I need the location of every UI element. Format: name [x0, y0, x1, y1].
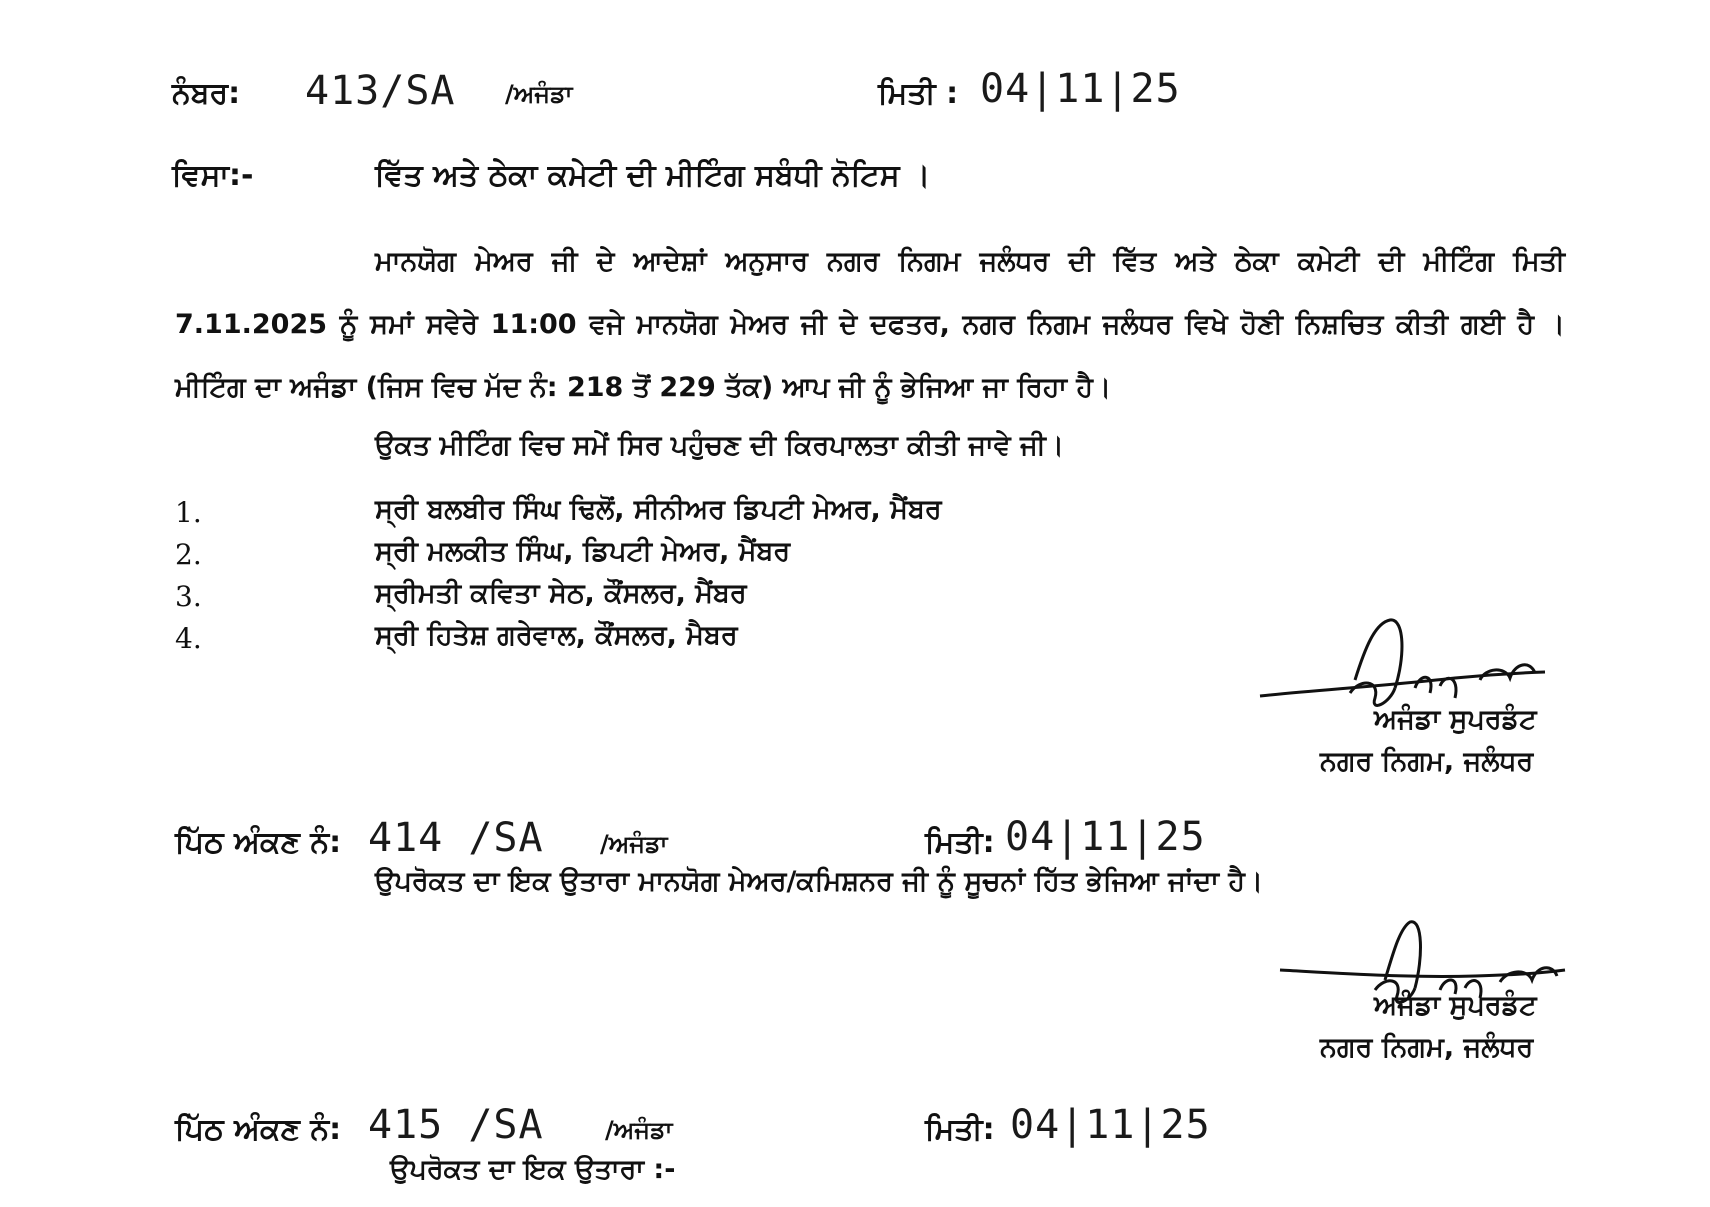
endorsement-date-label: ਮਿਤੀ:: [925, 1112, 995, 1147]
number-value-handwritten: 413/SA: [305, 68, 456, 114]
body-paragraph: [175, 230, 1565, 419]
endorsement-suffix: /ਅਜੰਡਾ: [600, 830, 668, 858]
subject-label: ਵਿਸਾ:-: [172, 158, 254, 193]
endorsement-suffix: /ਅਜੰਡਾ: [605, 1116, 673, 1144]
number-suffix: /ਅਜੰਡਾ: [505, 80, 573, 108]
endorsement-text: ਉਪਰੋਕਤ ਦਾ ਇਕ ਉਤਾਰਾ :-: [390, 1154, 676, 1185]
endorsement-text: ਉਪਰੋਕਤ ਦਾ ਇਕ ਉਤਾਰਾ ਮਾਨਯੋਗ ਮੇਅਰ/ਕਮਿਸ਼ਨਰ ਜੀ ਨੂੰ ਸੂਚਨਾਂ ਹਿੱਤ ਭੇਜਿਆ ਜਾਂਦਾ ਹੈ।: [375, 866, 1264, 897]
endorsement-date-label: ਮਿਤੀ:: [925, 825, 995, 860]
endorsement-label: ਪਿੱਠ ਅੰਕਣ ਨੰ:: [175, 825, 342, 860]
body-paragraph-text: ਮਾਨਯੋਗ ਮੇਅਰ ਜੀ ਦੇ ਆਦੇਸ਼ਾਂ ਅਨੁਸਾਰ ਨਗਰ ਨਿਗਮ ਜਲੰਧਰ ਦੀ ਵਿੱਤ ਅਤੇ ਠੇਕਾ ਕਮੇਟੀ ਦੀ ਮੀਟਿੰਗ ਮਿਤੀ 7.11.2025 ਨੂੰ ਸਮਾਂ ਸਵੇਰੇ 11:00 ਵਜੇ ਮਾਨਯੋਗ ਮੇਅਰ ਜੀ ਦੇ ਦਫਤਰ, ਨਗਰ ਨਿਗਮ ਜਲੰਧਰ ਵਿਖੇ ਹੋਣੀ ਨਿਸ਼ਚਿਤ ਕੀਤੀ ਗਈ ਹੈ । ਮੀਟਿੰਗ ਦਾ ਅਜੰਡਾ (ਜਿਸ ਵਿਚ ਮੱਦ ਨੰ: 218 ਤੋਂ 229 ਤੱਕ) ਆਪ ਜੀ ਨੂੰ ਭੇਜਿਆ ਜਾ ਰਿਹਾ ਹੈ।: [175, 246, 1565, 403]
member-number: 4.: [175, 622, 202, 655]
date-label: ਮਿਤੀ :: [878, 76, 959, 111]
member-item: ਸ੍ਰੀ ਬਲਬੀਰ ਸਿੰਘ ਢਿਲੋਂ, ਸੀਨੀਅਰ ਡਿਪਟੀ ਮੇਅਰ, ਮੈਂਬਰ: [375, 494, 942, 525]
member-item: ਸ੍ਰੀਮਤੀ ਕਵਿਤਾ ਸੇਠ, ਕੌਂਸਲਰ, ਮੈਂਬਰ: [375, 578, 747, 609]
endorsement-number-handwritten: 414 /SA: [368, 815, 544, 861]
signatory-title: ਅਜੰਡਾ ਸੁਪਰਡੰਟ: [1374, 704, 1537, 735]
signatory-organization: ਨਗਰ ਨਿਗਮ, ਜਲੰਧਰ: [1320, 1032, 1534, 1063]
signatory-title: ਅਜੰਡਾ ਸੁਪਰਡੰਟ: [1374, 990, 1537, 1021]
member-item: ਸ੍ਰੀ ਮਲਕੀਤ ਸਿੰਘ, ਡਿਪਟੀ ਮੇਅਰ, ਮੈਂਬਰ: [375, 536, 791, 567]
endorsement-number-handwritten: 415 /SA: [368, 1102, 544, 1148]
body-request-text: ਉਕਤ ਮੀਟਿੰਗ ਵਿਚ ਸਮੇਂ ਸਿਰ ਪਹੁੰਚਣ ਦੀ ਕਿਰਪਾਲਤਾ ਕੀਤੀ ਜਾਵੇ ਜੀ।: [375, 430, 1065, 461]
member-item: ਸ੍ਰੀ ਹਿਤੇਸ਼ ਗਰੇਵਾਲ, ਕੌਂਸਲਰ, ਮੈਬਰ: [375, 620, 738, 651]
signatory-organization: ਨਗਰ ਨਿਗਮ, ਜਲੰਧਰ: [1320, 746, 1534, 777]
member-number: 3.: [175, 580, 202, 613]
member-number: 2.: [175, 538, 202, 571]
subject-text: ਵਿੱਤ ਅਤੇ ਠੇਕਾ ਕਮੇਟੀ ਦੀ ਮੀਟਿੰਗ ਸਬੰਧੀ ਨੋਟਿਸ ।: [375, 158, 931, 193]
member-number: 1.: [175, 496, 202, 529]
number-label: ਨੰਬਰ:: [172, 76, 241, 111]
date-value-handwritten: 04|11|25: [980, 66, 1181, 112]
endorsement-date-handwritten: 04|11|25: [1010, 1102, 1211, 1148]
endorsement-label: ਪਿੱਠ ਅੰਕਣ ਨੰ:: [175, 1112, 342, 1147]
endorsement-date-handwritten: 04|11|25: [1005, 814, 1206, 860]
